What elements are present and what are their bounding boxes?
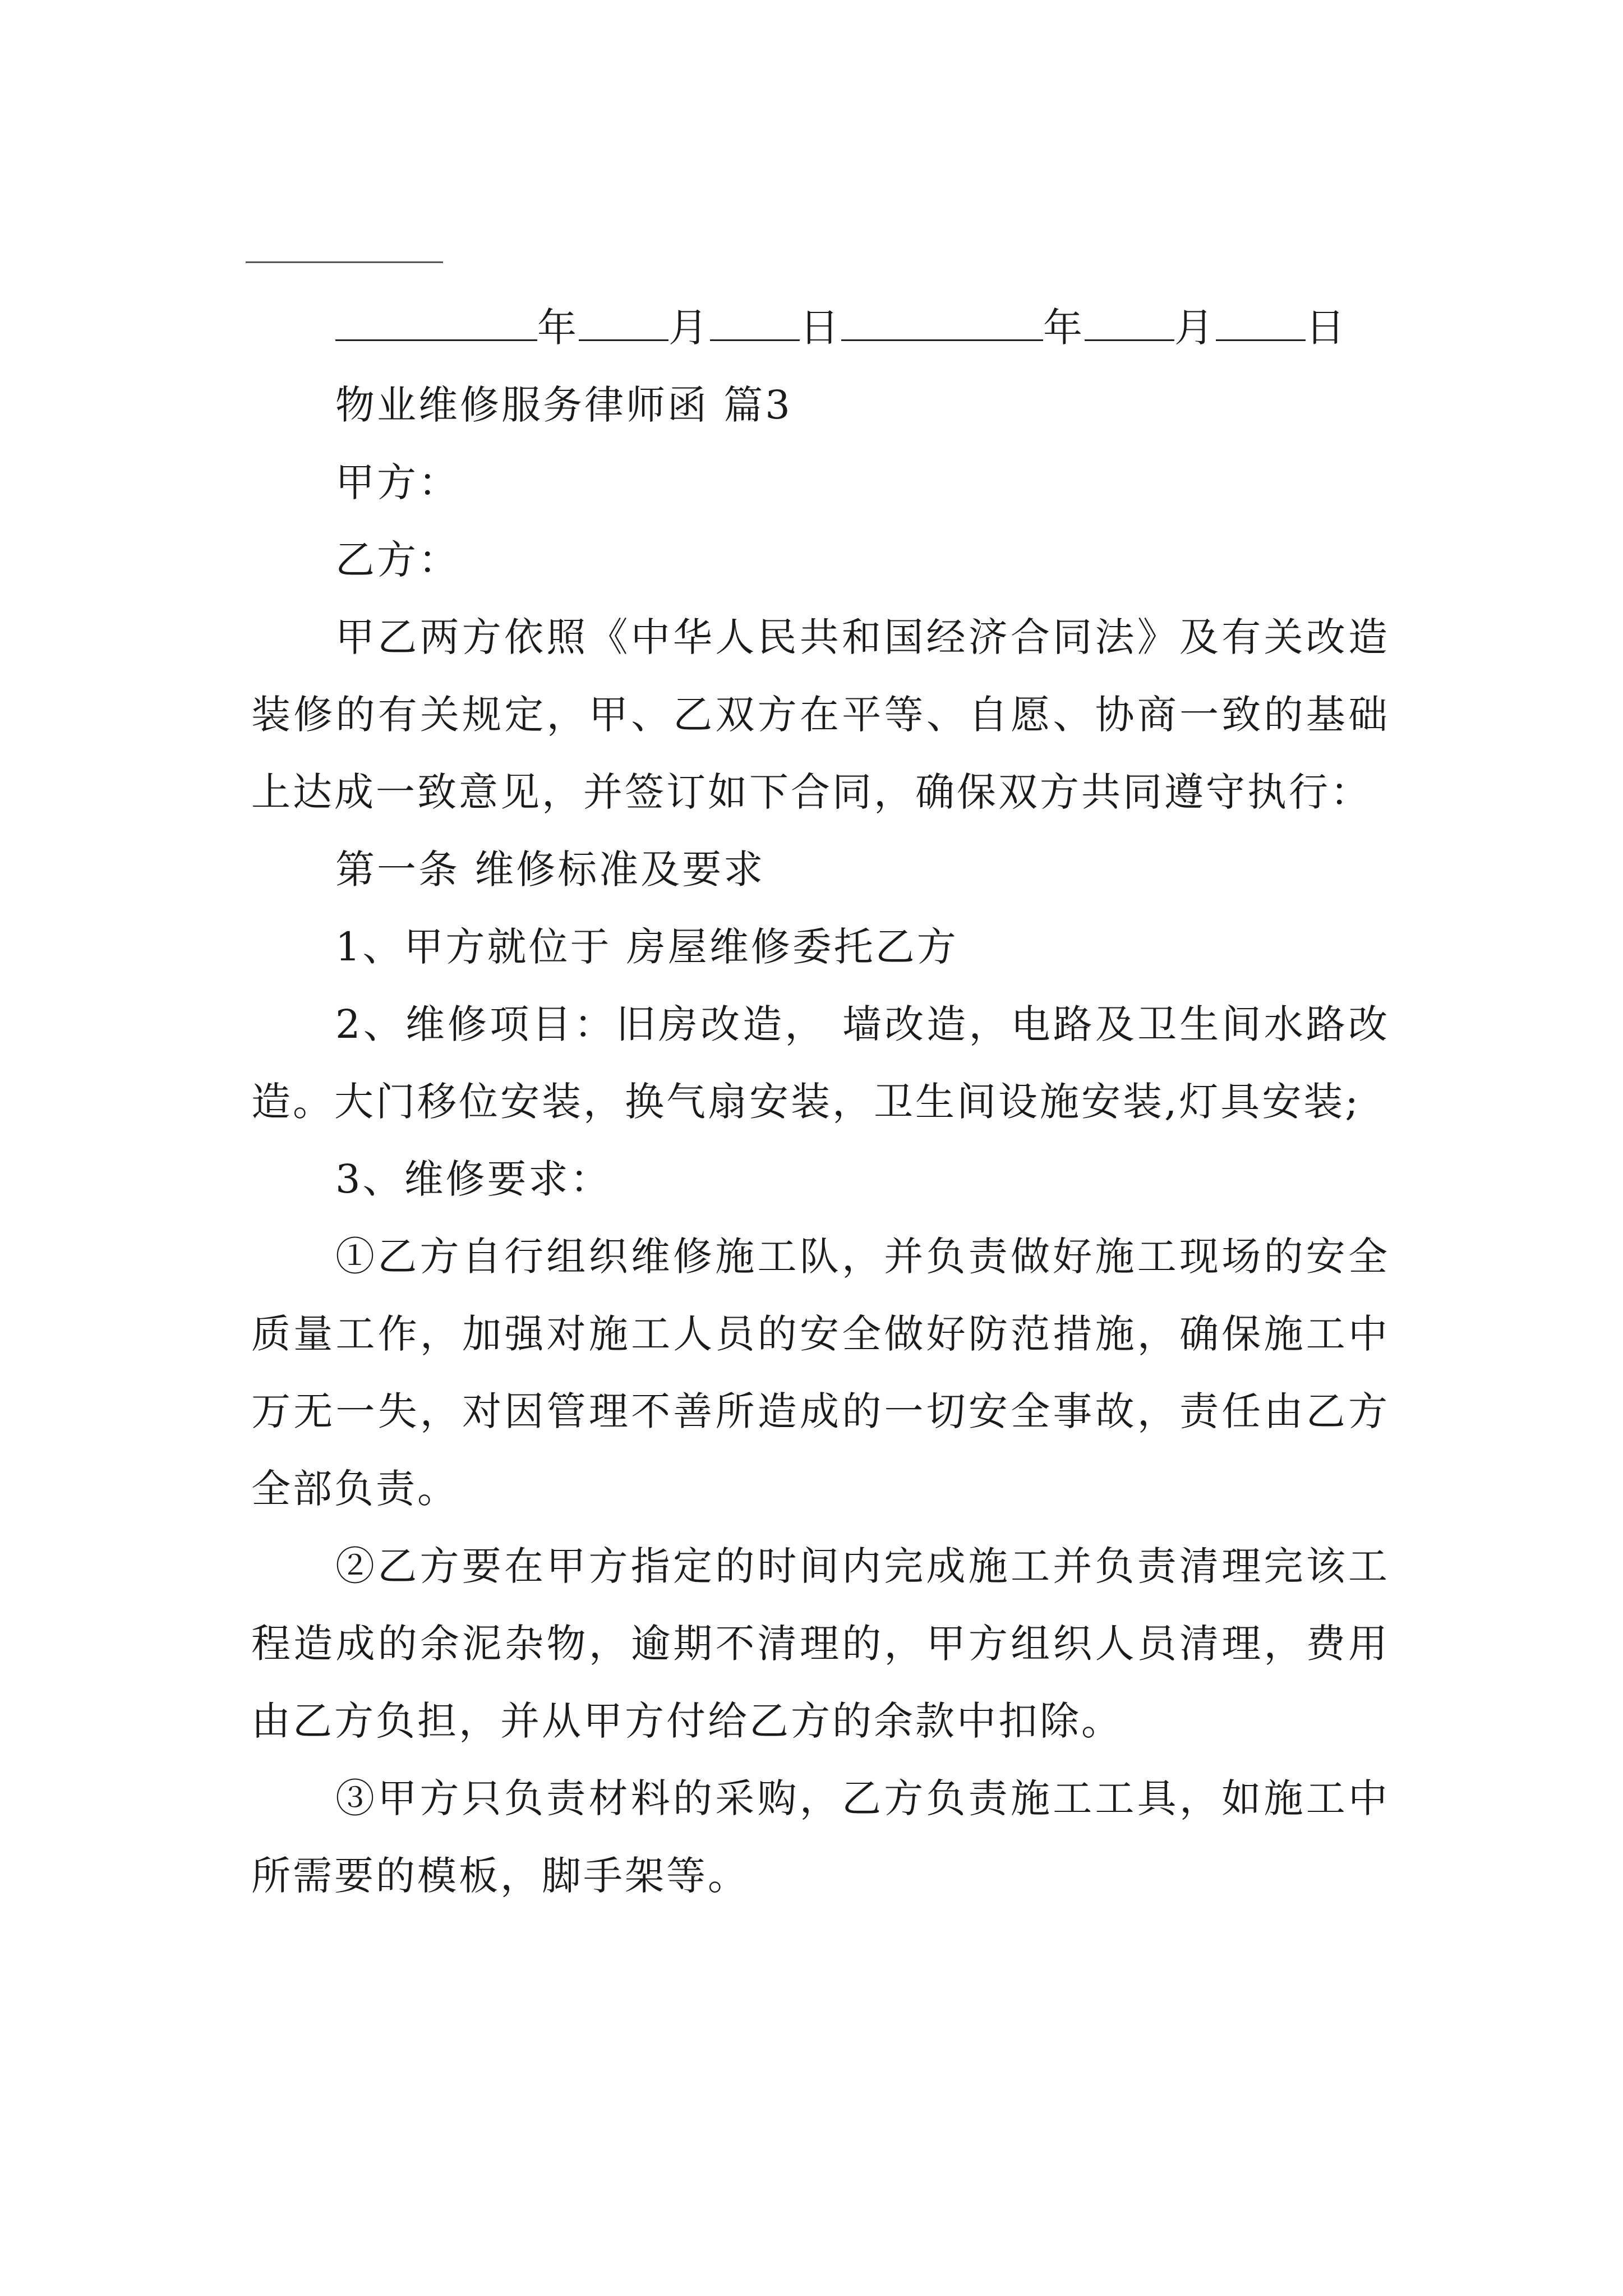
requirement-1: ①乙方自行组织维修施工队，并负责做好施工现场的安全质量工作，加强对施工人员的安全做好防范措施，确保施工中万无一失，对因管理不善所造成的一切安全事故，责任由乙方全部负责。 (251, 1234, 1390, 1512)
day-blank-2 (1216, 298, 1306, 341)
document-body (251, 289, 1390, 1915)
month-label-2: 月 (1174, 305, 1216, 351)
item-2: 2、维修项目：旧房改造， 墙改造，电路及卫生间水路改造。大门移位安装，换气扇安装，卫生间设施安装,灯具安装; (251, 1001, 1390, 1125)
party-b-label: 乙方： (335, 537, 460, 583)
year-blank-1 (335, 298, 537, 341)
requirement-2: ②乙方要在甲方指定的时间内完成施工并负责清理完该工程造成的余泥杂物，逾期不清理的，甲方组织人员清理，费用由乙方负担，并从甲方付给乙方的余款中扣除。 (251, 1543, 1390, 1744)
month-blank-1 (579, 298, 668, 341)
document-heading: 物业维修服务律师函 篇3 (335, 382, 792, 428)
article-1-title: 第一条 维修标准及要求 (335, 846, 766, 892)
top-divider-line (246, 261, 443, 263)
requirement-3: ③甲方只负责材料的采购，乙方负责施工工具，如施工中所需要的模板，脚手架等。 (251, 1775, 1390, 1899)
date-line (251, 289, 1390, 366)
item-1: 1、甲方就位于 房屋维修委托乙方 (335, 924, 958, 970)
year-blank-2 (841, 298, 1043, 341)
month-blank-2 (1085, 298, 1174, 341)
intro-paragraph: 甲乙两方依照《中华人民共和国经济合同法》及有关改造装修的有关规定，甲、乙双方在平等、自愿、协商一致的基础上达成一致意见，并签订如下合同，确保双方共同遵守执行： (251, 614, 1390, 815)
month-label-1: 月 (668, 305, 710, 351)
day-label-2: 日 (1306, 305, 1347, 351)
year-label-1: 年 (537, 305, 579, 351)
day-label-1: 日 (800, 305, 841, 351)
year-label-2: 年 (1043, 305, 1085, 351)
party-a-label: 甲方： (335, 459, 460, 505)
day-blank-1 (710, 298, 800, 341)
item-3: 3、维修要求： (335, 1156, 612, 1202)
